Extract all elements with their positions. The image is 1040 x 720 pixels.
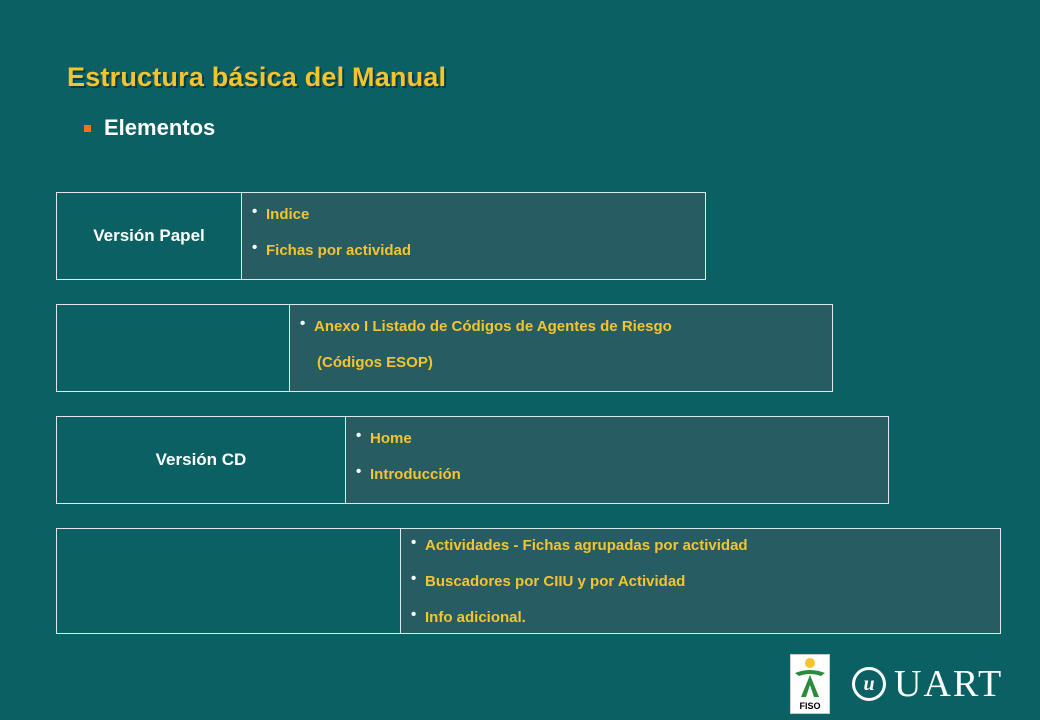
item-text: Home (370, 430, 412, 447)
subtitle-row (84, 115, 215, 141)
fiso-logo-text: FISO (799, 701, 821, 711)
uart-logo-text: UART (894, 663, 1004, 705)
uart-mark-icon: u (852, 667, 886, 701)
row-version-papel (56, 192, 706, 280)
row-actividades (56, 528, 1001, 634)
row-label: Versión CD (57, 417, 346, 503)
row-label-empty (57, 305, 290, 391)
row-items (401, 529, 1000, 633)
list-item (411, 534, 1000, 573)
row-items (346, 417, 888, 503)
bullet-icon: • (252, 203, 258, 220)
item-text: Actividades - Fichas agrupadas por actividad (425, 537, 748, 554)
slide-title: Estructura básica del Manual (67, 62, 447, 92)
row-items (290, 305, 832, 391)
item-text: Buscadores por CIIU y por Actividad (425, 573, 686, 590)
list-item (356, 463, 888, 502)
item-text: Fichas por actividad (266, 242, 412, 259)
fiso-figure-icon (791, 655, 829, 701)
row-items (242, 193, 705, 279)
bullet-icon: • (411, 570, 417, 587)
row-label: Versión Papel (57, 193, 242, 279)
subtitle-text: Elementos (104, 115, 216, 140)
bullet-icon: • (252, 239, 258, 256)
bullet-icon: • (300, 315, 306, 332)
row-version-cd (56, 416, 889, 504)
item-text: Introducción (370, 466, 461, 483)
item-text: Anexo I Listado de Códigos de Agentes de Riesgo (314, 318, 672, 335)
bullet-icon: • (356, 463, 362, 480)
list-item (252, 203, 705, 242)
item-continuation: (Códigos ESOP) (317, 354, 433, 371)
list-item (300, 315, 832, 354)
list-item (411, 606, 1000, 645)
item-text: Indice (266, 206, 310, 223)
bullet-icon: • (411, 606, 417, 623)
row-label-empty (57, 529, 401, 633)
row-anexo (56, 304, 833, 392)
bullet-icon: • (411, 534, 417, 551)
item-text: Info adicional. (425, 609, 526, 626)
list-item (411, 570, 1000, 609)
list-item (252, 239, 705, 278)
uart-logo (852, 662, 1003, 706)
footer-logos (790, 654, 1003, 714)
fiso-logo (790, 654, 830, 714)
bullet-icon: • (356, 427, 362, 444)
list-item (356, 427, 888, 466)
square-bullet-icon (84, 125, 91, 132)
